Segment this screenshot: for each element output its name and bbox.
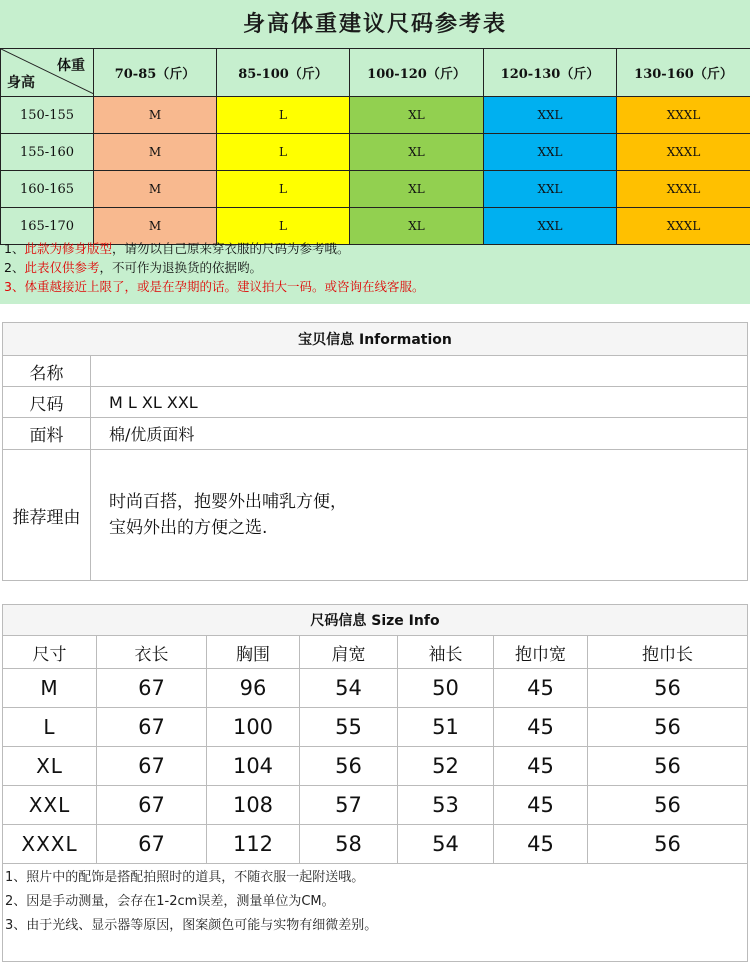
measure-cell: 45 xyxy=(494,708,588,747)
info-label: 推荐理由 xyxy=(3,450,91,581)
column-header: 胸围 xyxy=(207,636,300,669)
weight-range: 130-160（斤） xyxy=(617,49,750,97)
measure-cell: 56 xyxy=(588,786,748,825)
measure-cell: 45 xyxy=(494,786,588,825)
height-range: 150-155 xyxy=(1,97,94,134)
size-row xyxy=(3,708,748,747)
info-value xyxy=(91,356,748,387)
measure-cell: 56 xyxy=(588,669,748,708)
chart-title: 身高体重建议尺码参考表 xyxy=(242,11,507,37)
size-info xyxy=(2,604,748,962)
product-information xyxy=(2,322,748,581)
size-info-notes xyxy=(2,864,748,962)
column-header: 抱巾宽 xyxy=(494,636,588,669)
reason-line: 宝妈外出的方便之选. xyxy=(109,518,268,538)
measure-cell: 54 xyxy=(398,825,494,864)
chart-note: 3、体重越接近上限了，或是在孕期的话。建议拍大一码。或咨询在线客服。 xyxy=(4,279,425,294)
measure-cell: 50 xyxy=(398,669,494,708)
size-info-table xyxy=(2,604,748,864)
info-value xyxy=(91,450,748,581)
size-cell: L xyxy=(217,208,350,245)
size-chart-table xyxy=(0,48,750,245)
info-value: M L XL XXL xyxy=(91,387,748,418)
size-cell: XXL xyxy=(484,171,617,208)
weight-axis-label: 体重 xyxy=(57,58,85,74)
height-range: 160-165 xyxy=(1,171,94,208)
size-cell: XL xyxy=(350,97,484,134)
measure-cell: 57 xyxy=(300,786,398,825)
size-cell: M xyxy=(3,669,97,708)
info-label: 尺码 xyxy=(3,387,91,418)
chart-notes xyxy=(4,239,424,296)
size-note: 2、因是手动测量，会存在1-2cm误差，测量单位为CM。 xyxy=(5,894,335,909)
size-cell: XL xyxy=(350,171,484,208)
size-cell: XXL xyxy=(3,786,97,825)
measure-cell: 52 xyxy=(398,747,494,786)
measure-cell: 58 xyxy=(300,825,398,864)
measure-cell: 67 xyxy=(97,669,207,708)
height-range: 155-160 xyxy=(1,134,94,171)
size-cell: XXXL xyxy=(617,171,750,208)
size-recommendation-chart xyxy=(0,0,750,304)
measure-cell: 56 xyxy=(588,747,748,786)
chart-row xyxy=(1,171,750,208)
height-range: 165-170 xyxy=(1,208,94,245)
size-cell: XL xyxy=(350,134,484,171)
info-row xyxy=(3,387,748,418)
measure-cell: 67 xyxy=(97,786,207,825)
measure-cell: 67 xyxy=(97,747,207,786)
size-cell: XL xyxy=(3,747,97,786)
info-row xyxy=(3,418,748,450)
weight-range: 100-120（斤） xyxy=(350,49,484,97)
measure-cell: 56 xyxy=(588,825,748,864)
information-table xyxy=(2,322,748,581)
size-cell: XXXL xyxy=(617,134,750,171)
weight-range: 85-100（斤） xyxy=(217,49,350,97)
measure-cell: 96 xyxy=(207,669,300,708)
size-note: 3、由于光线、显示器等原因，图案颜色可能与实物有细微差别。 xyxy=(5,918,378,933)
reason-line: 时尚百搭，抱婴外出哺乳方便， xyxy=(109,492,347,512)
info-value: 棉/优质面料 xyxy=(91,418,748,450)
measure-cell: 104 xyxy=(207,747,300,786)
measure-cell: 56 xyxy=(588,708,748,747)
column-header: 衣长 xyxy=(97,636,207,669)
weight-range: 70-85（斤） xyxy=(94,49,217,97)
info-row xyxy=(3,356,748,387)
corner-cell xyxy=(1,49,94,97)
info-row xyxy=(3,450,748,581)
measure-cell: 45 xyxy=(494,747,588,786)
size-cell: XL xyxy=(350,208,484,245)
size-cell: M xyxy=(94,171,217,208)
size-cell: M xyxy=(94,97,217,134)
size-row xyxy=(3,669,748,708)
measure-cell: 45 xyxy=(494,825,588,864)
column-header: 抱巾长 xyxy=(588,636,748,669)
size-cell: L xyxy=(3,708,97,747)
size-note: 1、照片中的配饰是搭配拍照时的道具，不随衣服一起附送哦。 xyxy=(5,870,365,885)
size-cell: M xyxy=(94,208,217,245)
size-cell: XXL xyxy=(484,208,617,245)
measure-cell: 53 xyxy=(398,786,494,825)
measure-cell: 100 xyxy=(207,708,300,747)
column-header: 袖长 xyxy=(398,636,494,669)
size-cell: L xyxy=(217,97,350,134)
measure-cell: 51 xyxy=(398,708,494,747)
measure-cell: 67 xyxy=(97,825,207,864)
size-cell: XXXL xyxy=(3,825,97,864)
measure-cell: 112 xyxy=(207,825,300,864)
weight-range: 120-130（斤） xyxy=(484,49,617,97)
size-cell: L xyxy=(217,171,350,208)
measure-cell: 108 xyxy=(207,786,300,825)
measure-cell: 56 xyxy=(300,747,398,786)
size-info-title: 尺码信息 Size Info xyxy=(3,605,748,636)
column-header: 肩宽 xyxy=(300,636,398,669)
size-row xyxy=(3,786,748,825)
information-title: 宝贝信息 Information xyxy=(3,323,748,356)
size-cell: L xyxy=(217,134,350,171)
chart-note: 1、此款为修身版型，请勿以自己原来穿衣服的尺码为参考哦。 xyxy=(4,241,350,256)
chart-note: 2、此表仅供参考，不可作为退换货的依据哟。 xyxy=(4,260,262,275)
info-label: 名称 xyxy=(3,356,91,387)
measure-cell: 55 xyxy=(300,708,398,747)
size-cell: XXXL xyxy=(617,97,750,134)
height-axis-label: 身高 xyxy=(7,75,35,91)
column-header: 尺寸 xyxy=(3,636,97,669)
size-cell: XXXL xyxy=(617,208,750,245)
size-cell: XXL xyxy=(484,134,617,171)
size-cell: M xyxy=(94,134,217,171)
chart-row xyxy=(1,97,750,134)
info-label: 面料 xyxy=(3,418,91,450)
size-header-row xyxy=(3,636,748,669)
measure-cell: 54 xyxy=(300,669,398,708)
weight-header-row xyxy=(1,49,750,97)
size-row xyxy=(3,825,748,864)
measure-cell: 45 xyxy=(494,669,588,708)
size-cell: XXL xyxy=(484,97,617,134)
chart-row xyxy=(1,134,750,171)
measure-cell: 67 xyxy=(97,708,207,747)
size-row xyxy=(3,747,748,786)
